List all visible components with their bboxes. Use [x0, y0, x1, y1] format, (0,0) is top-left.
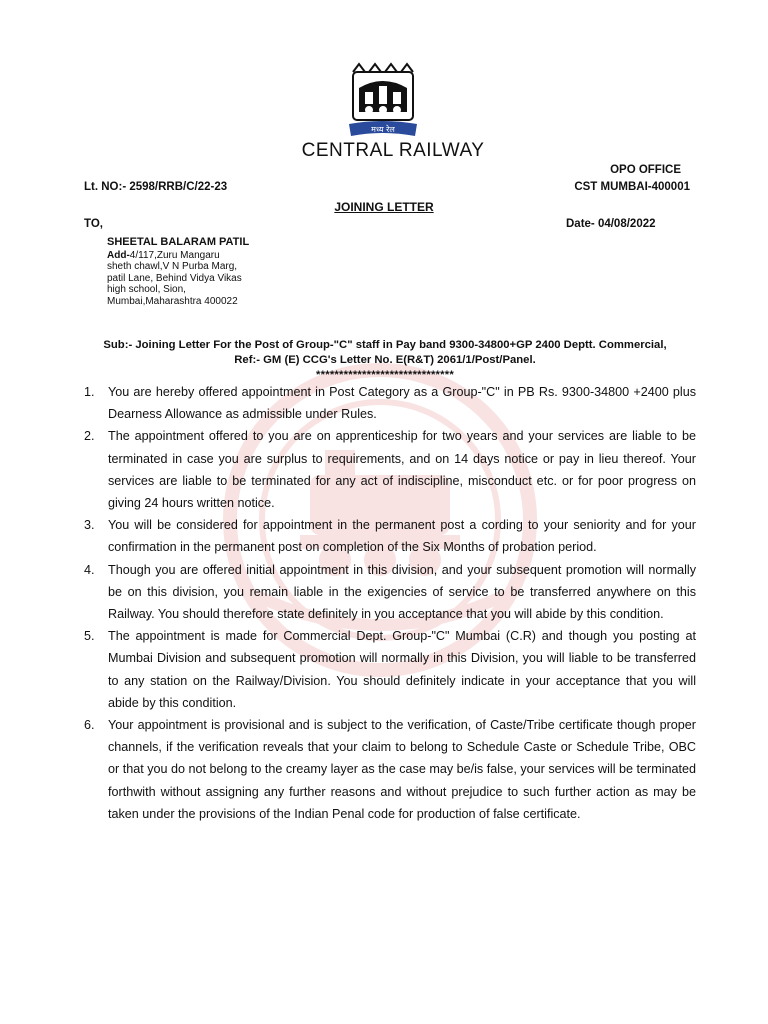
- term-item: [84, 559, 696, 626]
- term-item: [84, 714, 696, 825]
- office-address: CST MUMBAI-400001: [574, 181, 690, 193]
- office-name: OPO OFFICE: [610, 164, 681, 176]
- address-line: sheth chawl,V N Purba Marg,: [107, 261, 238, 273]
- separator-stars: ******************************: [316, 369, 454, 381]
- term-item: [84, 625, 696, 714]
- term-text: You are hereby offered appointment in Post Category as a Group-"C" in PB Rs. 9300-34800 +2400 plus Dearness Allowance as admissible under Rules.: [108, 385, 696, 422]
- subject-line: Sub:- Joining Letter For the Post of Group-"C" staff in Pay band 9300-34800+GP 2400 Deptt. Commercial,: [103, 339, 667, 351]
- address-label: Add-: [107, 250, 130, 261]
- address-line: 4/117,Zuru Mangaru: [129, 250, 220, 261]
- letter-number: Lt. NO:- 2598/RRB/C/22-23: [84, 181, 228, 193]
- term-text: The appointment is made for Commercial Dept. Group-"C" Mumbai (C.R) and though you posting at Mumbai Division and subsequent promotion will normally in this Division, you will liable to be transferred to any station on the Railway/Division. You should definitely indicate in your acceptance that you will abide by this condition.: [108, 629, 696, 710]
- term-item: [84, 381, 696, 425]
- term-text: You will be considered for appointment in the permanent post a cording to your seniority and for your confirmation in the permanent post on completion of the Six Months of probation period.: [108, 518, 696, 555]
- term-number: 1.: [84, 385, 95, 399]
- term-item: [84, 514, 696, 558]
- term-text: The appointment offered to you are on apprenticeship for two years and your services are liable to be terminated in case you are surplus to requirements, and on 14 days notice or pay in lieu thereof. Your services are liable to be terminated for any act of indiscipline, misconduct etc. or for poor progress on giving 24 hours written notice.: [108, 429, 696, 511]
- term-text: Your appointment is provisional and is subject to the verification, of Caste/Tribe certificate though proper channels, if the verification reveals that your claim to belong to Schedule Caste or Schedule Tribe, OBC or that you do not belong to the creamy layer as the case may be/is false, your services will be terminated forthwith without assigning any further reasons and without prejudice to such further action as may be taken under the provisions of the Indian Penal code for production of false certificate.: [108, 718, 697, 821]
- to-label: TO,: [84, 218, 103, 230]
- address-line: Mumbai,Maharashtra 400022: [107, 295, 238, 307]
- letter-date: Date- 04/08/2022: [566, 218, 656, 230]
- terms-list: [84, 381, 696, 825]
- organization-name: CENTRAL RAILWAY: [301, 140, 485, 161]
- term-number: 2.: [84, 429, 95, 444]
- addressee-address: [107, 250, 242, 307]
- subject-block: [60, 338, 710, 383]
- term-number: 4.: [84, 562, 95, 577]
- address-line: high school, Sion,: [107, 284, 186, 296]
- term-number: 6.: [84, 718, 95, 733]
- address-line: patil Lane, Behind Vidya Vikas: [107, 272, 242, 284]
- document-title: JOINING LETTER: [334, 200, 434, 214]
- central-railway-emblem-icon: [345, 62, 421, 144]
- addressee-name: SHEETAL BALARAM PATIL: [107, 236, 250, 248]
- term-text: Though you are offered initial appointment in this division, and your subsequent promotion will normally be on this division, you remain liable in the exigencies of service to be transferred anywhere on this Railway. You should therefore state definitely in you acceptance that you will abide by this condition.: [108, 562, 696, 622]
- logo-text: मध्य रेल: [371, 125, 395, 134]
- term-item: [84, 425, 696, 514]
- reference-line: Ref:- GM (E) CCG's Letter No. E(R&T) 2061/1/Post/Panel.: [234, 354, 536, 366]
- term-number: 5.: [84, 629, 95, 644]
- term-number: 3.: [84, 518, 95, 533]
